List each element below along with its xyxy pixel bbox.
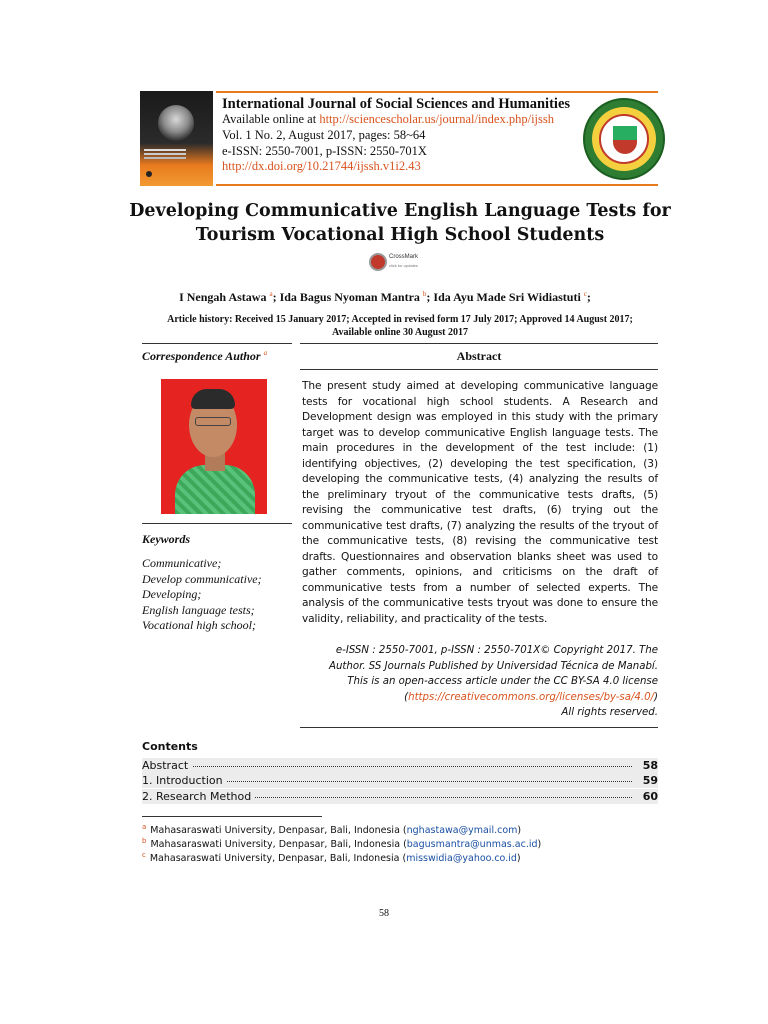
rights-reserved: All rights reserved. bbox=[561, 707, 658, 718]
left-column-rule bbox=[142, 343, 292, 344]
keyword-item: Develop communicative; bbox=[142, 571, 262, 586]
footnote-email-link[interactable]: bagusmantra@unmas.ac.id bbox=[406, 839, 538, 851]
toc-label: Abstract bbox=[142, 758, 192, 773]
university-seal-logo bbox=[583, 98, 665, 180]
photo-glasses bbox=[195, 417, 231, 426]
abstract-text: The present study aimed at developing communicative language tests for vocational high school students. A Research and Development design was employed in this study with the primary target was to develop communicative English language tests. The main procedures in the development of the test include: (1) identifying objectives, (2) developing the test specification, (3) developing the communicative tests, (4) analyzing the results of the preliminary tryout of the communicative tests drafts, (5) revising the communicative test drafts, (6) trying out the communicative test drafts, (7) analyzing the results of the tryout of the communicative tests, (8) revising the communicative test drafts. Questionnaires and observation blanks sheet was used to gather comments, opinions, and criticisms on the draft of communicative tests from a number of selected experts. The analysis of the communicative tests tryout was done to ensure the validity, reliability, and practicality of the tests. bbox=[302, 380, 658, 625]
toc-label: 1. Introduction bbox=[142, 773, 227, 788]
toc-label: 2. Research Method bbox=[142, 789, 255, 804]
author-aff-mark: c bbox=[583, 290, 587, 298]
footnote-email-link[interactable]: misswidia@yahoo.co.id bbox=[406, 853, 517, 865]
footnote-text: Mahasaraswati University, Denpasar, Bali, Indonesia ( bbox=[149, 853, 407, 865]
correspondence-author-label bbox=[142, 349, 267, 364]
journal-name: International Journal of Social Sciences and Humanities bbox=[222, 96, 571, 112]
footnote-close: ) bbox=[516, 853, 521, 865]
keywords-label: Keywords bbox=[142, 532, 190, 546]
correspondence-label-text: Correspondence Author bbox=[142, 349, 261, 363]
journal-cover-thumbnail bbox=[140, 91, 213, 186]
author-name: Ida Bagus Nyoman Mantra bbox=[279, 290, 420, 304]
toc-leader-dots bbox=[142, 764, 632, 767]
keyword-item: Communicative; bbox=[142, 556, 222, 570]
license-url-line bbox=[300, 690, 658, 706]
keywords-rule bbox=[142, 523, 292, 524]
header-bottom-rule bbox=[216, 184, 658, 186]
author-list: I Nengah Astawa $^a$; Ida Bagus Nyoman Mantra $^b$; Ida Ayu Made Sri Widiastuti $^c$; bbox=[179, 290, 591, 304]
license-statement bbox=[300, 643, 658, 721]
license-url-link[interactable]: https://creativecommons.org/licenses/by-sa/4.0/ bbox=[408, 691, 655, 703]
footnote-email-link[interactable]: nghastawa@ymail.com bbox=[406, 825, 518, 837]
footnote-mark: a bbox=[142, 823, 147, 831]
toc-row-introduction[interactable] bbox=[142, 773, 658, 788]
correspondence-aff-mark: a bbox=[263, 349, 268, 357]
author-name: Ida Ayu Made Sri Widiastuti bbox=[433, 290, 581, 304]
abstract-top-rule bbox=[300, 343, 658, 344]
license-line-1: e-ISSN : 2550-7001, p-ISSN : 2550-701X© Copyright 2017. The bbox=[335, 645, 658, 656]
volume-info: Vol. 1 No. 2, August 2017, pages: 58~64 bbox=[222, 128, 426, 142]
toc-page: 58 bbox=[642, 759, 658, 772]
toc-row-abstract[interactable] bbox=[142, 758, 658, 773]
author-aff-mark: a bbox=[269, 290, 273, 298]
history-line-1: Article history: Received 15 January 2017; Accepted in revised form 17 July 2017; Approved 14 August 2017; bbox=[167, 314, 633, 325]
footnote-close: ) bbox=[517, 825, 522, 837]
footnote-affiliation-b bbox=[142, 837, 541, 850]
license-line-2: Author. SS Journals Published by Universidad Técnica de Manabí. bbox=[328, 660, 658, 672]
toc-page: 60 bbox=[642, 790, 658, 803]
keyword-item: Vocational high school; bbox=[142, 618, 256, 632]
crossmark-sub: click for updates bbox=[389, 263, 418, 268]
photo-shirt bbox=[175, 465, 255, 514]
cover-figure-image bbox=[158, 105, 194, 141]
footnote-rule bbox=[142, 816, 322, 817]
footnote-affiliation-c bbox=[142, 851, 521, 864]
abstract-bottom-rule bbox=[300, 727, 658, 728]
shield-icon bbox=[613, 126, 637, 154]
footnote-mark: b bbox=[142, 837, 147, 845]
license-open-paren: ( bbox=[404, 691, 409, 703]
author-name: I Nengah Astawa bbox=[179, 290, 267, 304]
cover-logo-dot bbox=[146, 171, 152, 177]
toc-row-research-method[interactable] bbox=[142, 789, 658, 804]
page-number: 58 bbox=[379, 908, 389, 919]
license-close-paren: ) bbox=[654, 691, 658, 703]
footnote-affiliation-a bbox=[142, 823, 521, 836]
footnote-close: ) bbox=[537, 839, 542, 851]
photo-hair bbox=[191, 389, 235, 409]
available-online-label: Available online at bbox=[222, 112, 320, 126]
keyword-item: Developing; bbox=[142, 587, 202, 601]
author-aff-mark: b bbox=[422, 290, 427, 298]
article-history bbox=[100, 313, 700, 339]
abstract-heading-rule bbox=[300, 369, 658, 370]
cover-text-lines bbox=[144, 149, 186, 151]
title-line-1: Developing Communicative English Language Tests for bbox=[129, 201, 671, 221]
doi-link[interactable]: http://dx.doi.org/10.21744/ijssh.v1i2.43 bbox=[222, 159, 421, 173]
keyword-item: English language tests; bbox=[142, 602, 255, 617]
license-line-3: This is an open-access article under the CC BY-SA 4.0 license bbox=[347, 676, 658, 687]
abstract-heading: Abstract bbox=[456, 349, 502, 363]
author-photo bbox=[161, 379, 267, 514]
crossmark-label: CrossMark bbox=[389, 254, 419, 260]
history-line-2: Available online 30 August 2017 bbox=[332, 327, 468, 338]
toc-page: 59 bbox=[642, 774, 658, 787]
contents-heading: Contents bbox=[142, 740, 198, 753]
footnote-text: Mahasaraswati University, Denpasar, Bali, Indonesia ( bbox=[150, 825, 407, 837]
header-top-rule bbox=[216, 91, 658, 93]
crossmark-icon bbox=[369, 253, 387, 271]
journal-url-link[interactable]: http://sciencescholar.us/journal/index.php/ijssh bbox=[319, 112, 554, 126]
crossmark-badge[interactable] bbox=[369, 251, 419, 275]
footnote-mark: c bbox=[142, 851, 146, 859]
title-line-2: Tourism Vocational High School Students bbox=[195, 225, 605, 245]
keywords-list bbox=[142, 556, 262, 634]
article-title bbox=[100, 199, 700, 247]
issn-info: e-ISSN: 2550-7001, p-ISSN: 2550-701X bbox=[222, 144, 427, 158]
footnote-text: Mahasaraswati University, Denpasar, Bali, Indonesia ( bbox=[150, 839, 407, 851]
available-online-line bbox=[222, 112, 554, 127]
